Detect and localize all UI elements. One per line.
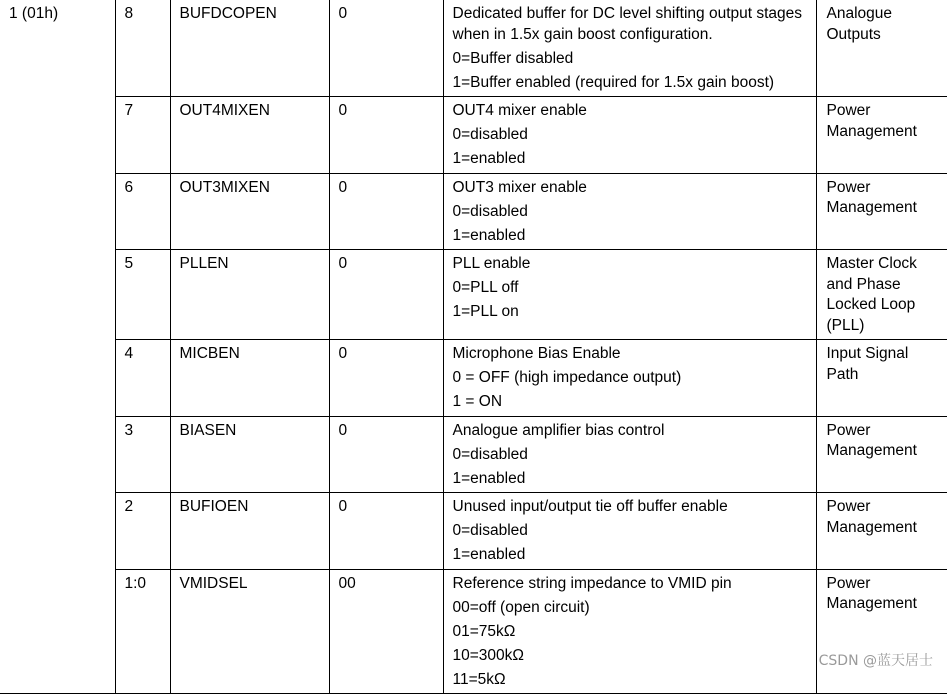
bit-cell [115, 250, 170, 340]
description-line: Microphone Bias Enable [452, 345, 621, 362]
bit-number: 1:0 [124, 574, 147, 592]
description-line: 1=enabled [452, 150, 526, 167]
function-label: Power Management [826, 574, 917, 612]
description-cell [443, 97, 816, 174]
default-cell [329, 493, 443, 570]
description-line: 0=Buffer disabled [452, 49, 574, 67]
description-cell [443, 416, 816, 493]
description-line: 10=300kΩ [452, 646, 524, 664]
function-cell [816, 97, 947, 174]
name-cell [170, 569, 329, 694]
table-row [0, 493, 947, 570]
table-row [0, 250, 947, 340]
description-line: 0=disabled [452, 126, 528, 143]
name-cell [170, 493, 329, 570]
default-cell [329, 97, 443, 174]
default-cell [329, 569, 443, 694]
function-cell [816, 569, 947, 694]
field-name: PLLEN [179, 255, 229, 272]
default-cell [329, 250, 443, 340]
description-cell [443, 173, 816, 250]
description-line: 0=disabled [452, 445, 528, 463]
default-cell [329, 0, 443, 97]
description-cell [443, 493, 816, 570]
field-name: OUT4MIXEN [179, 102, 270, 119]
default-value: 0 [338, 498, 348, 515]
function-label: Power Management [826, 178, 917, 216]
default-value: 0 [338, 421, 348, 439]
function-cell [816, 173, 947, 250]
bit-cell [115, 0, 170, 97]
description-line: 0=PLL off [452, 279, 519, 296]
function-label: Power Management [826, 102, 917, 140]
table-row [0, 0, 947, 97]
field-name: BUFDCOPEN [179, 5, 277, 22]
description-line: PLL enable [452, 255, 531, 272]
description-line: 1=Buffer enabled (required for 1.5x gain boost) [452, 73, 775, 91]
description-line: Unused input/output tie off buffer enable [452, 498, 728, 515]
field-name: BUFIOEN [179, 498, 249, 515]
description-line: 11=5kΩ [452, 670, 506, 688]
bit-number: 7 [124, 102, 134, 119]
function-cell [816, 340, 947, 417]
description-cell [443, 569, 816, 694]
bit-cell [115, 340, 170, 417]
default-cell [329, 340, 443, 417]
name-cell [170, 173, 329, 250]
field-name: BIASEN [179, 421, 237, 439]
description-cell [443, 250, 816, 340]
bit-number: 3 [124, 421, 134, 439]
description-line: Reference string impedance to VMID pin [452, 574, 732, 592]
bit-number: 2 [124, 498, 134, 515]
default-cell [329, 173, 443, 250]
bit-cell [115, 416, 170, 493]
bit-number: 6 [124, 178, 134, 196]
function-label: Power Management [826, 498, 917, 536]
bit-cell [115, 173, 170, 250]
name-cell [170, 416, 329, 493]
default-value: 0 [338, 5, 348, 22]
description-line: Dedicated buffer for DC level shifting output stages when in 1.5x gain boost configuration. [452, 5, 803, 43]
bit-cell [115, 97, 170, 174]
register-address-cell [0, 0, 115, 694]
description-line: 1 = ON [452, 393, 503, 410]
function-label: Input Signal Path [826, 345, 909, 383]
function-label: Power Management [826, 421, 917, 459]
table-row [0, 340, 947, 417]
table-row [0, 569, 947, 694]
bit-number: 4 [124, 345, 134, 362]
description-line: 1=PLL on [452, 303, 519, 320]
default-value: 00 [338, 574, 356, 592]
default-value: 0 [338, 255, 348, 272]
name-cell [170, 97, 329, 174]
table-row [0, 97, 947, 174]
bit-number: 5 [124, 255, 134, 272]
description-line: 0 = OFF (high impedance output) [452, 369, 682, 386]
description-line: OUT3 mixer enable [452, 178, 587, 196]
function-cell [816, 493, 947, 570]
description-line: Analogue amplifier bias control [452, 421, 665, 439]
function-cell [816, 0, 947, 97]
field-name: OUT3MIXEN [179, 178, 270, 196]
default-value: 0 [338, 178, 348, 196]
description-cell [443, 0, 816, 97]
register-address: 1 (01h) [9, 5, 59, 22]
description-line: OUT4 mixer enable [452, 102, 587, 119]
description-line: 1=enabled [452, 546, 526, 563]
description-line: 01=75kΩ [452, 622, 516, 640]
description-line: 00=off (open circuit) [452, 598, 590, 616]
bit-cell [115, 569, 170, 694]
field-name: MICBEN [179, 345, 240, 362]
function-label: Master Clock and Phase Locked Loop (PLL) [826, 255, 917, 334]
description-line: 0=disabled [452, 202, 528, 220]
table-row [0, 173, 947, 250]
field-name: VMIDSEL [179, 574, 248, 592]
description-line: 1=enabled [452, 226, 526, 244]
description-line: 0=disabled [452, 522, 528, 539]
default-value: 0 [338, 345, 348, 362]
function-cell [816, 416, 947, 493]
watermark: CSDN @蓝天居士 [818, 653, 933, 669]
name-cell [170, 250, 329, 340]
default-cell [329, 416, 443, 493]
bit-number: 8 [124, 5, 134, 22]
function-cell [816, 250, 947, 340]
name-cell [170, 0, 329, 97]
function-label: Analogue Outputs [826, 5, 893, 43]
description-line: 1=enabled [452, 469, 526, 487]
bit-cell [115, 493, 170, 570]
name-cell [170, 340, 329, 417]
table-row [0, 416, 947, 493]
description-cell [443, 340, 816, 417]
default-value: 0 [338, 102, 348, 119]
